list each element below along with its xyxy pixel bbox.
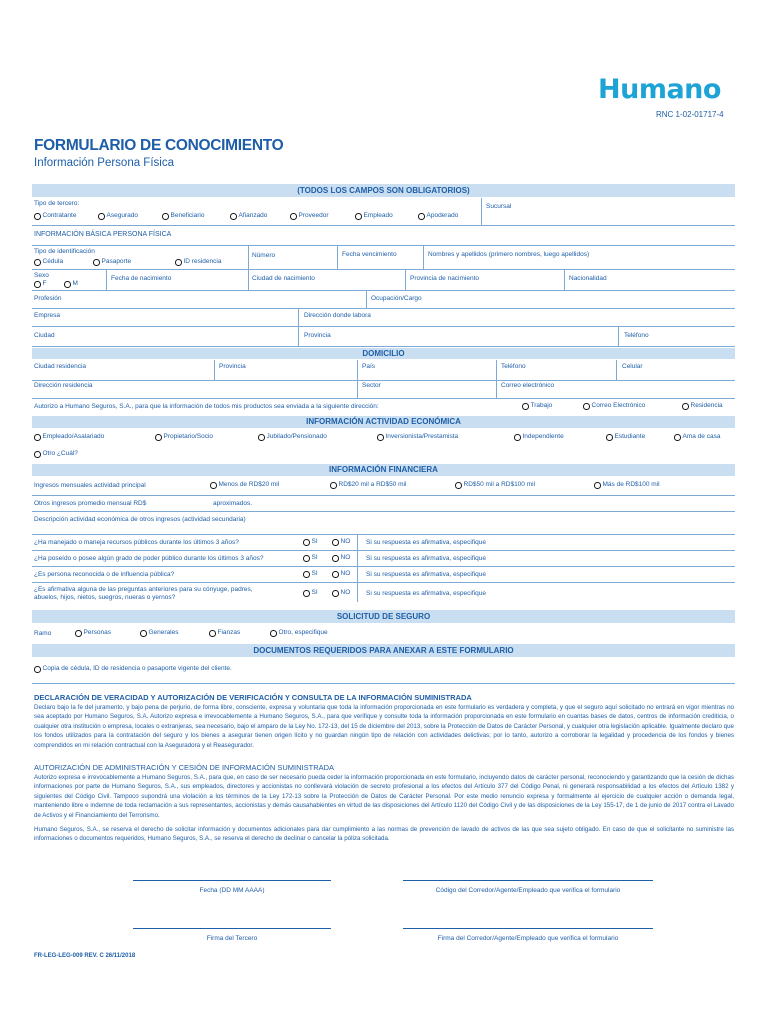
radio-icon (290, 213, 297, 220)
radio-beneficiario[interactable]: Beneficiario (162, 213, 204, 220)
radio-sexo-f[interactable]: F (34, 281, 46, 288)
radio-icon (522, 403, 529, 410)
radio-icon (98, 213, 105, 220)
form-subtitle: Información Persona Física (34, 157, 174, 169)
radio-icon (155, 434, 162, 441)
dir-labora-label: Dirección donde labora (304, 312, 371, 319)
radio-icon (258, 434, 265, 441)
autorizacion-body: Autorizo expresa e irrevocablemente a Humano Seguros, S.A., para que, en caso de ser necesario pueda ceder la información proporcionada en este formulario, incluyendo datos de carácter personal, reconociendo y garantizando que la cesión de dichas informaciones por parte de Humano Seguros, S.A., sus empleados, directores y accionistas no conllevará violación de secreto profesional a los efectos del Artículo 377 del Código Penal, ni generará responsabilidad a los efectos del Artículo 1382 y siguientes del Código Civil. Tampoco supondrá una violación a los términos de la Ley 172-13 sobre la Protección de Datos de Carácter Personal. Por este medio renuncio expresa y formalmente al ejercicio de cualquier acción o demanda legal, manteniendo libre e indemne de toda reclamación a sus representantes, accionistas y demás causahabientes en virtud de las disposiciones del Artículo 1120 del Código Civil y de las disposiciones de la Ley 155-17, de 1 de junio de 2017 contra el Lavado de Activos y el Financiamiento del Terrorismo. (34, 774, 734, 819)
band-financiera: INFORMACIÓN FINANCIERA (32, 464, 735, 476)
autorizacion-heading: AUTORIZACIÓN DE ADMINISTRACIÓN Y CESIÓN DE INFORMACIÓN SUMINISTRADA (34, 763, 335, 772)
radio-icon (332, 539, 339, 546)
radio-icon (514, 434, 521, 441)
radio-proveedor[interactable]: Proveedor (290, 213, 329, 220)
fecha-signature-line[interactable] (133, 880, 331, 881)
radio-doc-cedula[interactable]: Copia de cédula, ID de residencia o pasaporte vigente del cliente. (34, 666, 232, 673)
q2-specify: Si su respuesta es afirmativa, especifique (366, 555, 486, 562)
radio-q3-no[interactable]: NO (332, 571, 350, 578)
band-seguro: SOLICITUD DE SEGURO (32, 610, 735, 623)
otros-ingresos-label: Otros ingresos promedio mensual RD$ (34, 500, 147, 507)
radio-icon (606, 434, 613, 441)
radio-icon (34, 451, 41, 458)
firma-tercero-line[interactable] (133, 928, 331, 929)
radio-icon (303, 539, 310, 546)
ciudad-nac-label: Ciudad de nacimiento (252, 275, 315, 282)
radio-icon (330, 482, 337, 489)
radio-icon (332, 571, 339, 578)
correo-label: Correo electrónico (501, 382, 555, 389)
radio-icon (682, 403, 689, 410)
radio-empleado-asalariado[interactable]: Empleado/Asalariado (34, 434, 104, 441)
radio-icon (34, 213, 41, 220)
sucursal-label: Sucursal (486, 203, 512, 210)
radio-envio-residencia[interactable]: Residencia (682, 403, 723, 410)
radio-icon (418, 213, 425, 220)
radio-icon (210, 482, 217, 489)
tercero-label: Tipo de tercero: (34, 200, 80, 207)
direccion-label: Dirección residencia (34, 382, 93, 389)
provincia-label: Provincia (304, 332, 331, 339)
radio-icon (355, 213, 362, 220)
humano-logo: Humano (598, 74, 721, 105)
pais-label: País (362, 363, 376, 370)
descripcion-label: Descripción actividad económica de otros ingresos (actividad secundaria) (34, 516, 246, 523)
radio-icon (64, 281, 71, 288)
declaracion-heading: DECLARACIÓN DE VERACIDAD Y AUTORIZACIÓN DE VERIFICACIÓN Y CONSULTA DE LA INFORMACIÓN SUMINISTRADA (34, 693, 472, 702)
firma-tercero-label: Firma del Tercero (206, 935, 258, 942)
radio-afianzado[interactable]: Afianzado (230, 213, 267, 220)
radio-contratante[interactable]: Contratante (34, 213, 76, 220)
q4-specify: Si su respuesta es afirmativa, especifique (366, 590, 486, 597)
telefono-label: Teléfono (624, 332, 649, 339)
radio-icon (34, 434, 41, 441)
celular-label: Celular (622, 363, 643, 370)
numero-label: Número (252, 252, 276, 259)
firma-corredor-line[interactable] (403, 928, 653, 929)
band-domicilio: DOMICILIO (32, 348, 735, 359)
radio-sexo-m[interactable]: M (64, 281, 78, 288)
radio-ramo-generales[interactable]: Generales (140, 630, 179, 637)
radio-jubilado[interactable]: Jubilado/Pensionado (258, 434, 327, 441)
form-title: FORMULARIO DE CONOCIMIENTO (34, 137, 284, 154)
profesion-label: Profesión (34, 295, 62, 302)
radio-q1-si[interactable]: SI (303, 539, 318, 546)
autorizacion-body-2: Humano Seguros, S.A., se reserva el derecho de solicitar información y documentos adicionales para dar cumplimiento a las normas de prevención de lavado de activos de las que sea sujeto obligado. En caso de que el solicitante no suministre las informaciones o documentos requeridos, Humano Seguros, S.A., se reserva el derecho de declinar o cancelar la póliza solicitada. (34, 826, 734, 843)
band-actividad: INFORMACIÓN ACTIVIDAD ECONÓMICA (32, 416, 735, 428)
ocupacion-label: Ocupación/Cargo (371, 295, 422, 302)
nombres-label: Nombres y apellidos (primero nombres, luego apellidos) (428, 251, 590, 258)
radio-q2-si[interactable]: SI (303, 555, 318, 562)
basica-heading: INFORMACIÓN BÁSICA PERSONA FÍSICA (34, 231, 172, 238)
sexo-label: Sexo (34, 272, 49, 279)
pep-question-1: ¿Ha manejado o maneja recursos públicos durante los últimos 3 años? (34, 539, 239, 546)
radio-rango-2[interactable]: RD$20 mil a RD$50 mil (330, 482, 406, 489)
radio-icon (75, 630, 82, 637)
radio-icon (34, 259, 41, 266)
radio-q4-si[interactable]: SI (303, 590, 318, 597)
radio-cedula[interactable]: Cédula (34, 259, 63, 266)
radio-ramo-otro[interactable]: Otro, especifique (270, 630, 328, 637)
radio-inversionista[interactable]: Inversionista/Prestamista (377, 434, 458, 441)
rnc-number: RNC 1-02-01717-4 (656, 110, 724, 119)
pep-question-3: ¿Es persona reconocida o de influencia pública? (34, 571, 175, 578)
radio-icon (230, 213, 237, 220)
radio-icon (377, 434, 384, 441)
dom-provincia-label: Provincia (219, 363, 246, 370)
firma-corredor-label: Firma del Corredor/Agente/Empleado que verifica el formulario (437, 935, 619, 942)
radio-q1-no[interactable]: NO (332, 539, 350, 546)
provincia-nac-label: Provincia de nacimiento (410, 275, 480, 282)
radio-estudiante[interactable]: Estudiante (606, 434, 645, 441)
radio-icon (162, 213, 169, 220)
radio-icon (455, 482, 462, 489)
q1-specify: Si su respuesta es afirmativa, especifique (366, 539, 486, 546)
ingresos-label: Ingresos mensuales actividad principal (34, 482, 146, 489)
radio-icon (674, 434, 681, 441)
radio-envio-correo[interactable]: Correo Electrónico (583, 403, 645, 410)
radio-ama-de-casa[interactable]: Ama de casa (674, 434, 720, 441)
radio-rango-1[interactable]: Menos de RD$20 mil (210, 482, 279, 489)
radio-q3-si[interactable]: SI (303, 571, 318, 578)
radio-q4-no[interactable]: NO (332, 590, 350, 597)
nacionalidad-label: Nacionalidad (569, 275, 607, 282)
empresa-label: Empresa (34, 312, 61, 319)
radio-otro[interactable]: Otro ¿Cuál? (34, 451, 78, 458)
radio-icon (209, 630, 216, 637)
ramo-label: Ramo (34, 630, 52, 637)
radio-icon (175, 259, 182, 266)
radio-ramo-fianzas[interactable]: Fianzas (209, 630, 240, 637)
radio-q2-no[interactable]: NO (332, 555, 350, 562)
band-documentos: DOCUMENTOS REQUERIDOS PARA ANEXAR A ESTE FORMULARIO (32, 644, 735, 657)
radio-icon (303, 571, 310, 578)
radio-icon (583, 403, 590, 410)
tipo-id-label: Tipo de identificación (34, 248, 95, 255)
codigo-label: Código del Corredor/Agente/Empleado que verifica el formulario (435, 887, 621, 894)
ciudad-label: Ciudad (34, 332, 55, 339)
radio-icon (140, 630, 147, 637)
nacimiento-label: Fecha de nacimiento (111, 275, 172, 282)
declaracion-body: Declaro bajo la fe del juramento, y bajo pena de perjurio, de forma libre, consciente, expresa y voluntaria que toda la información proporcionada en este formulario es verdadera y completa, y que el seguro aquí solicitado no entrará en vigor mientras no sea aceptado por Humano Seguros, S.A. Autorizo expresa e irrevocablemente a Humano Seguros, S.A., para que verifique y consulte toda la información proporcionada en este formulario en cuantas bases de datos, centros de información crediticia, o cualquier otra institución o empresa, locales o extranjeras, sea necesario, bajo el amparo de la Ley No. 172-13, del 15 de diciembre del 2013, sobre la Protección de Datos de Carácter Personal, y cualquier otra legislación aplicable. Igualmente declaro que los fondos utilizados para la contratación del seguro y los bienes a asegurar tienen origen lícito y no guardan ningún tipo de relación con actividades delictivas; por lo tanto, autorizo a corroborar la legalidad y procedencia de los fondos y bienes comprendidos en mi relación contractual con la Aseguradora y el Reasegurador. (34, 704, 734, 749)
radio-pasaporte[interactable]: Pasaporte (93, 259, 131, 266)
radio-icon (270, 630, 277, 637)
radio-icon (594, 482, 601, 489)
radio-icon (332, 590, 339, 597)
radio-apoderado[interactable]: Apoderado (418, 213, 458, 220)
autorizo-label: Autorizo a Humano Seguros, S.A., para que la información de todos mis productos sea enviada a la siguiente dirección: (34, 403, 379, 410)
radio-envio-trabajo[interactable]: Trabajo (522, 403, 552, 410)
radio-asegurado[interactable]: Asegurado (98, 213, 138, 220)
radio-icon (332, 555, 339, 562)
dom-telefono-label: Teléfono (501, 363, 526, 370)
radio-propietario[interactable]: Propietario/Socio (155, 434, 213, 441)
radio-empleado[interactable]: Empleado (355, 213, 393, 220)
radio-rango-4[interactable]: Más de RD$100 mil (594, 482, 660, 489)
sector-label: Sector (362, 382, 381, 389)
q3-specify: Si su respuesta es afirmativa, especifique (366, 571, 486, 578)
fecha-label: Fecha (DD MM AAAA) (199, 887, 265, 894)
pep-question-2: ¿Ha poseído o posee algún grado de poder público durante los últimos 3 años? (34, 555, 264, 562)
radio-icon (303, 590, 310, 597)
radio-rango-3[interactable]: RD$50 mil a RD$100 mil (455, 482, 535, 489)
ciudad-res-label: Ciudad residencia (34, 363, 87, 370)
radio-independiente[interactable]: Independiente (514, 434, 564, 441)
radio-icon (303, 555, 310, 562)
codigo-signature-line[interactable] (403, 880, 653, 881)
pep-question-4: ¿Es afirmativa alguna de las preguntas anteriores para su cónyuge, padres, abuelos, hijos, nietos, suegros, nueras o yernos? (34, 586, 253, 601)
radio-ramo-personas[interactable]: Personas (75, 630, 111, 637)
radio-icon (34, 281, 41, 288)
radio-id-residencia[interactable]: ID residencia (175, 259, 221, 266)
radio-icon (93, 259, 100, 266)
radio-icon (34, 666, 41, 673)
aproximados-label: aproximados. (213, 500, 253, 507)
form-code-footer: FR-LEG-LEG-009 REV. C 26/11/2018 (34, 953, 136, 959)
vencimiento-label: Fecha vencimiento (342, 251, 397, 258)
band-mandatory: (TODOS LOS CAMPOS SON OBLIGATORIOS) (32, 184, 735, 197)
